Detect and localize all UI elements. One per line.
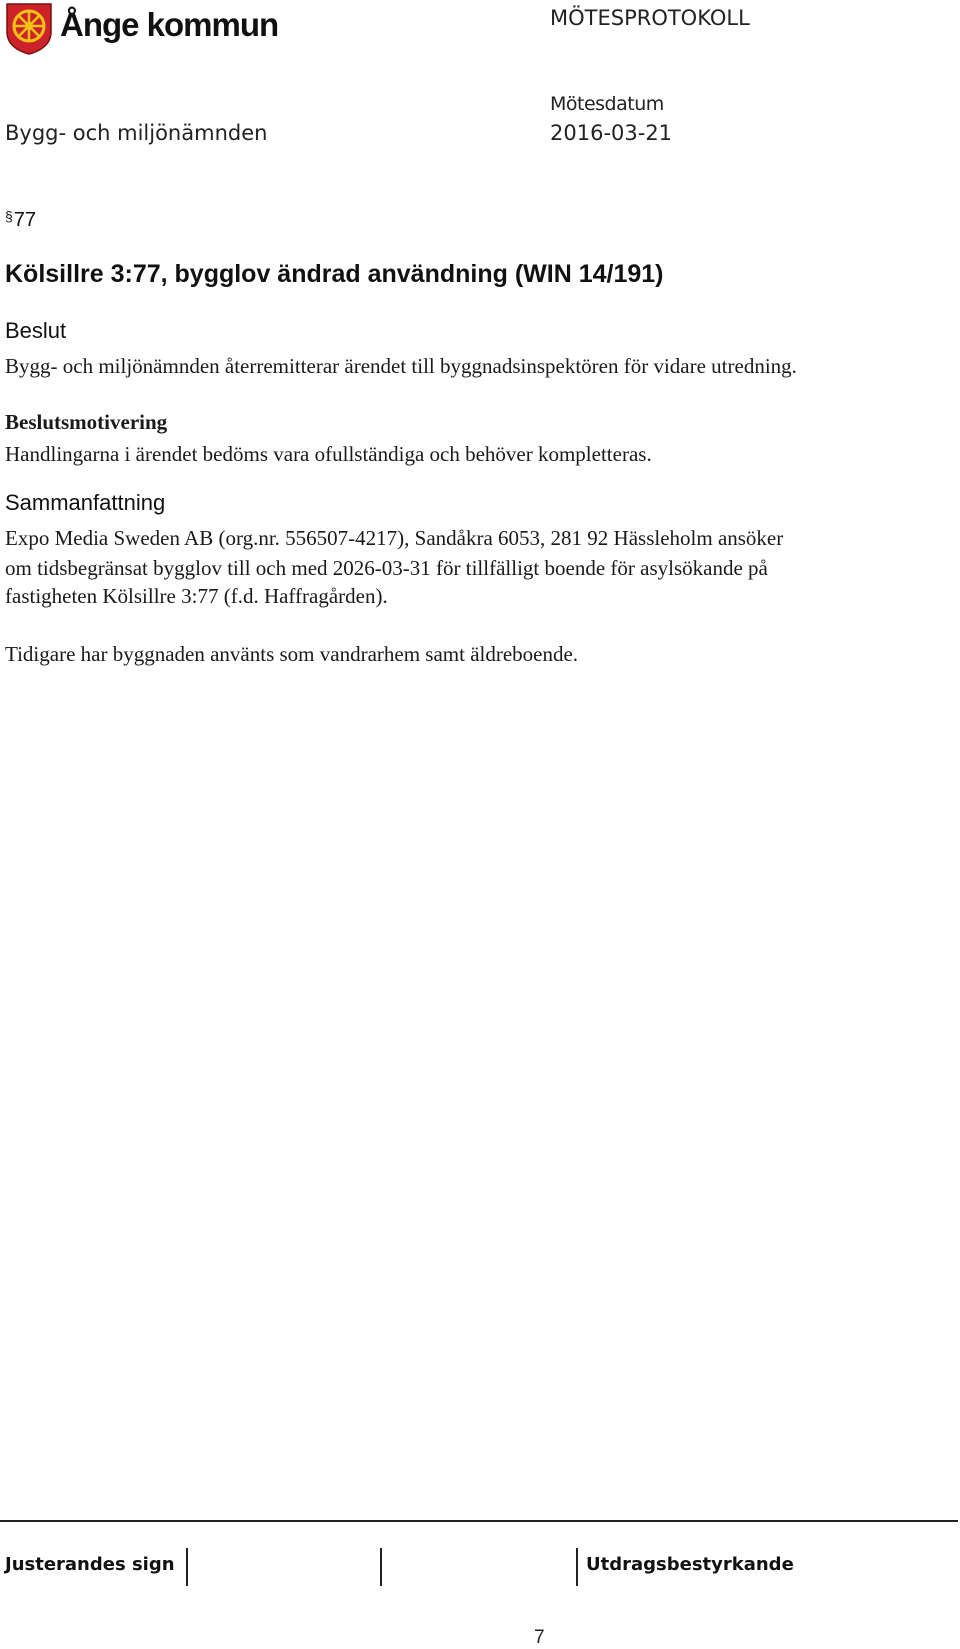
summary-line: om tidsbegränsat bygglov till och med 2026-03-31 för tillfälligt boende för asylsökande på [5,556,768,580]
committee-name: Bygg- och miljönämnden [5,121,268,145]
signature-box-divider [576,1548,578,1586]
summary-heading: Sammanfattning [5,490,166,515]
document-type: MÖTESPROTOKOLL [550,6,750,30]
meeting-date-label: Mötesdatum [550,93,664,115]
summary-line: fastigheten Kölsillre 3:77 (f.d. Haffragården). [5,584,388,608]
summary-line: Tidigare har byggnaden använts som vandrarhem samt äldreboende. [5,642,579,666]
ange-kommun-logo-icon [5,2,53,55]
decision-text: Bygg- och miljönämnden återremitterar ärendet till byggnadsinspektören för vidare utredning. [5,354,797,378]
signature-label: Justerandes sign [5,1554,175,1575]
page-number: 7 [534,1627,545,1648]
footer-divider [0,1520,958,1522]
case-title: Kölsillre 3:77, bygglov ändrad användning (WIN 14/191) [5,260,664,288]
decision-motivation-heading: Beslutsmotivering [5,410,168,434]
meeting-date: 2016-03-21 [550,121,673,145]
signature-box-divider [380,1548,382,1586]
section-number [5,208,36,232]
summary-line: Expo Media Sweden AB (org.nr. 556507-4217), Sandåkra 6053, 281 92 Hässleholm ansöker [5,526,784,550]
decision-motivation-text: Handlingarna i ärendet bedöms vara ofullständiga och behöver kompletteras. [5,442,652,466]
signature-box-divider [186,1548,188,1586]
extract-certification-label: Utdragsbestyrkande [586,1554,794,1575]
municipality-name: Ånge kommun [60,6,279,43]
decision-heading: Beslut [5,318,67,343]
paragraph-symbol: § [5,208,13,224]
section-number-value: 77 [13,209,37,231]
